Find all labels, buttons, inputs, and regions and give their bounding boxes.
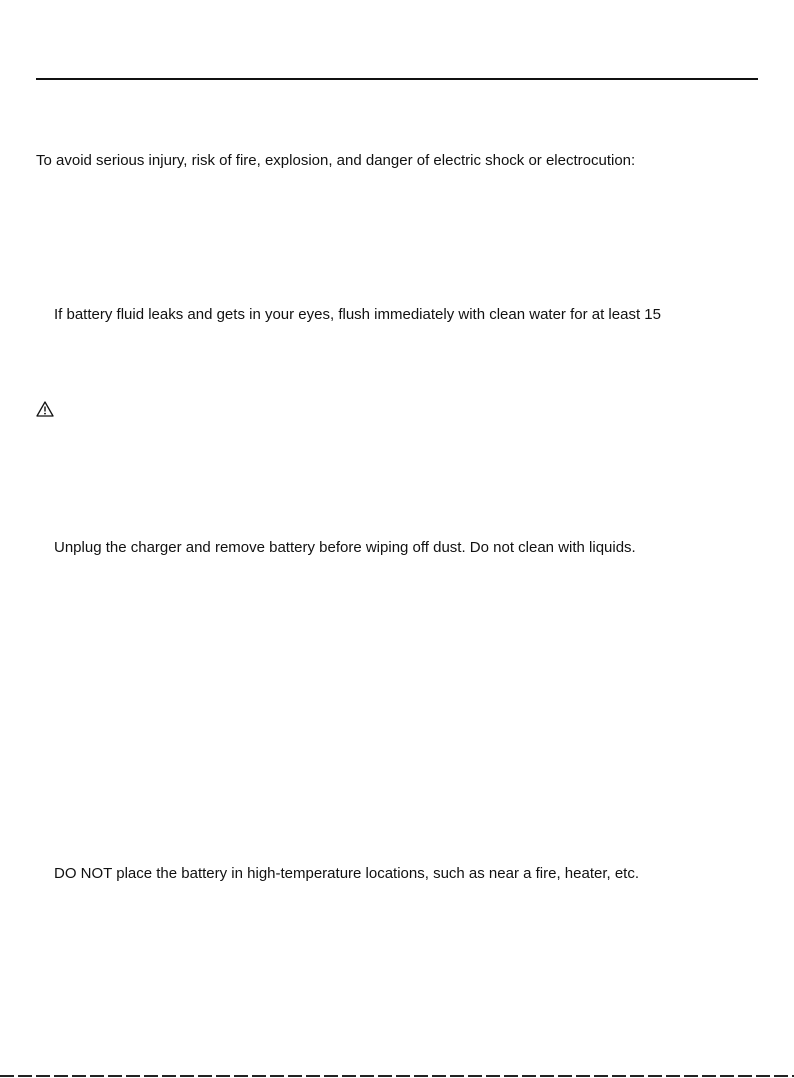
safety-item-cleaning: Unplug the charger and remove battery before wiping off dust. Do not clean with liquids. (54, 539, 636, 556)
warning-triangle-icon (36, 401, 54, 417)
page-bottom-border (0, 1075, 794, 1077)
header-rule (36, 78, 758, 80)
safety-intro-text: To avoid serious injury, risk of fire, explosion, and danger of electric shock or electrocution: (36, 152, 636, 169)
safety-item-eye-flush: If battery fluid leaks and gets in your eyes, flush immediately with clean water for at least 15 (54, 306, 661, 323)
safety-item-temperature: DO NOT place the battery in high-temperature locations, such as near a fire, heater, etc. (54, 865, 640, 882)
